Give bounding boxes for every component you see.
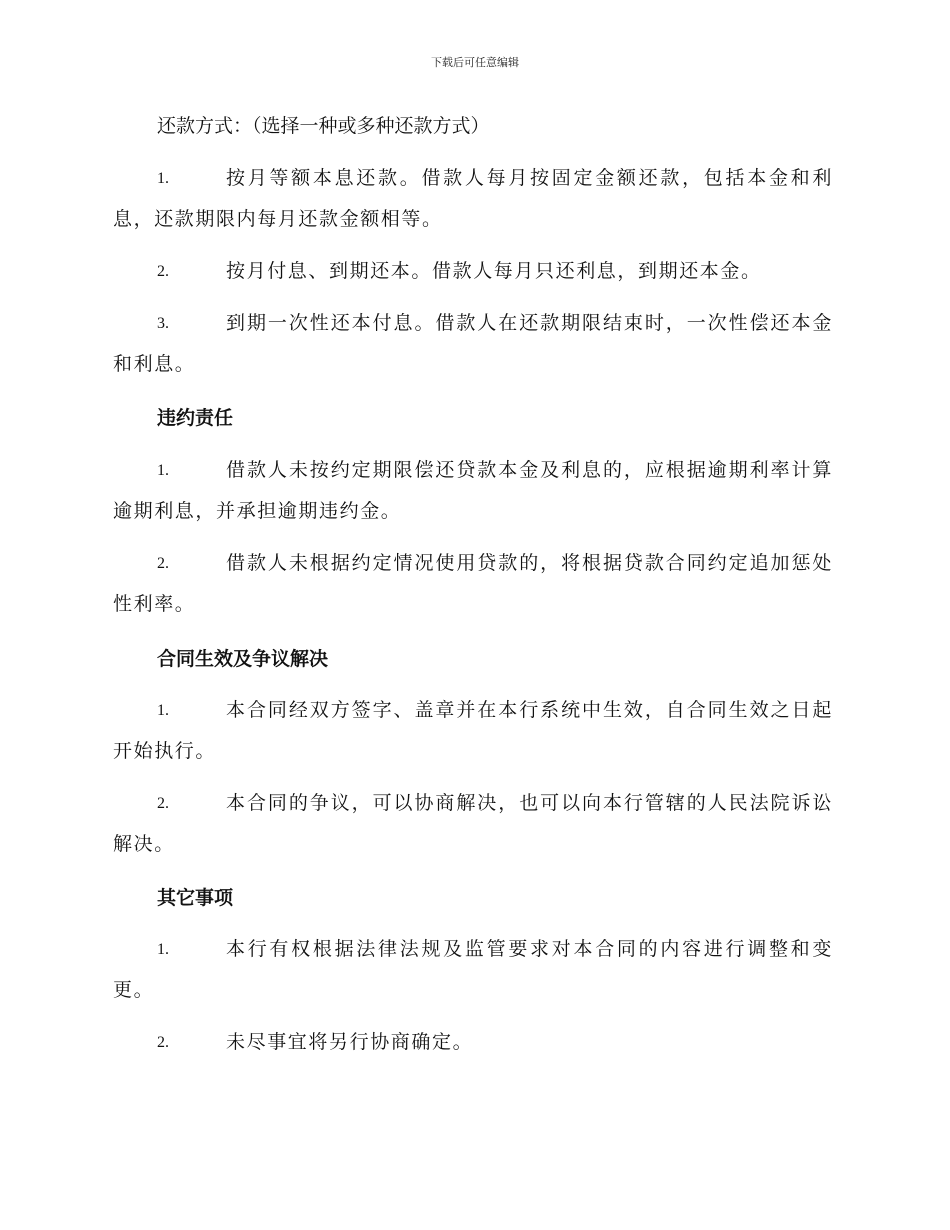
section-heading: 其它事项 [157, 887, 234, 909]
item-number: 1. [157, 462, 169, 479]
item-text: 本行有权根据法律法规及监管要求对本合同的内容进行调整和变更。 [113, 938, 833, 1001]
item-text: 到期一次性还本付息。借款人在还款期限结束时，一次性偿还本金和利息。 [113, 312, 833, 375]
list-item [113, 783, 833, 865]
item-text: 按月等额本息还款。借款人每月按固定金额还款，包括本金和利息，还款期限内每月还款金额相等。 [113, 167, 833, 230]
list-item [113, 543, 833, 625]
item-number: 2. [157, 263, 169, 280]
repayment-intro: 还款方式：（选择一种或多种还款方式） [157, 115, 490, 137]
item-number: 2. [157, 795, 169, 812]
item-number: 1. [157, 702, 169, 719]
section-heading: 合同生效及争议解决 [157, 648, 329, 670]
list-item [113, 158, 833, 240]
item-text: 未尽事宜将另行协商确定。 [226, 1031, 474, 1053]
item-text: 本合同经双方签字、盖章并在本行系统中生效，自合同生效之日起开始执行。 [113, 699, 833, 762]
list-item [113, 690, 833, 772]
item-text: 借款人未根据约定情况使用贷款的，将根据贷款合同约定追加惩处性利率。 [113, 552, 833, 615]
item-number: 2. [157, 1034, 169, 1051]
page-header: 下载后可任意编辑 [431, 56, 519, 69]
list-item [113, 929, 833, 1011]
item-number: 1. [157, 941, 169, 958]
list-item [113, 303, 833, 385]
item-text: 按月付息、到期还本。借款人每月只还利息，到期还本金。 [226, 260, 762, 282]
item-text: 本合同的争议，可以协商解决，也可以向本行管辖的人民法院诉讼解决。 [113, 792, 833, 855]
item-text: 借款人未按约定期限偿还贷款本金及利息的，应根据逾期利率计算逾期利息，并承担逾期违约金。 [113, 459, 833, 522]
list-item [113, 450, 833, 532]
list-item [113, 251, 833, 292]
item-number: 2. [157, 555, 169, 572]
item-number: 3. [157, 315, 169, 332]
section-heading: 违约责任 [157, 407, 234, 429]
list-item [113, 1022, 833, 1063]
item-number: 1. [157, 170, 169, 187]
